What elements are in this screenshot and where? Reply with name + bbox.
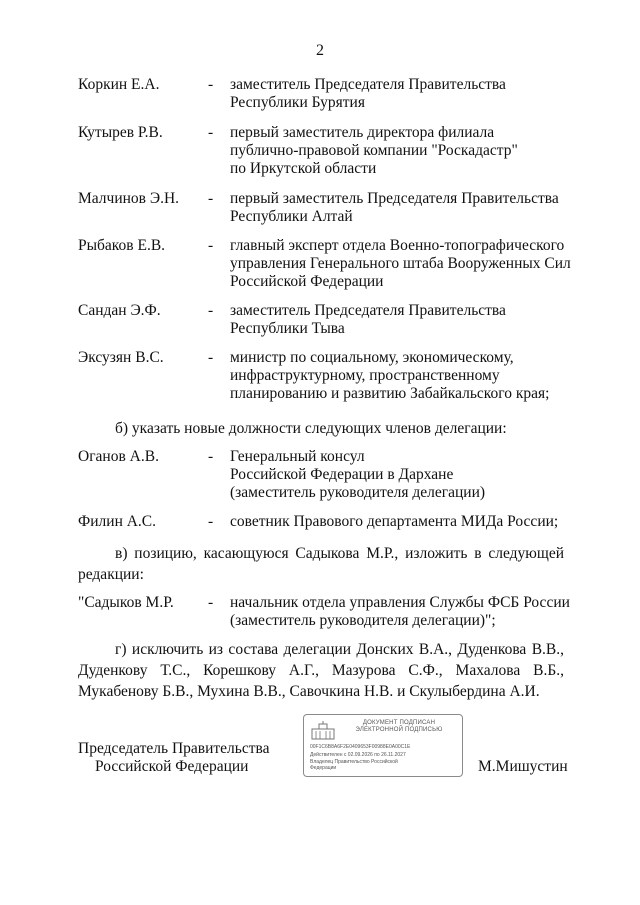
- dash: -: [208, 237, 214, 254]
- stamp-title: ДОКУМЕНТ ПОДПИСАН ЭЛЕКТРОННОЙ ПОДПИСЬЮ: [355, 720, 443, 733]
- member-position: первый заместитель директора филиала публично-правовой компании "Роскадастр" по Иркутской области: [230, 124, 518, 177]
- dash: -: [208, 513, 214, 530]
- member-name: Малчинов Э.Н.: [78, 190, 180, 207]
- member-position: первый заместитель Председателя Правительства Республики Алтай: [230, 190, 559, 225]
- member-position: заместитель Председателя Правительства Республики Тыва: [230, 302, 506, 337]
- member-position: Генеральный консул Российской Федерации в Дархане (заместитель руководителя делегации): [230, 448, 486, 501]
- dash: -: [208, 76, 214, 93]
- member-position: начальник отдела управления Службы ФСБ России (заместитель руководителя делегации)";: [230, 594, 570, 629]
- dash: -: [208, 124, 214, 141]
- member-position: министр по социальному, экономическому, инфраструктурному, пространственному планированию и развитию Забайкальского края;: [230, 349, 550, 402]
- member-position: главный эксперт отдела Военно-топографического управления Генерального штаба Вооруженных Сил Российской Федерации: [230, 237, 571, 290]
- emblem-icon: [310, 721, 336, 741]
- dash: -: [208, 448, 214, 465]
- signatory-name: М.Мишустин: [478, 758, 568, 775]
- dash: -: [208, 594, 214, 611]
- member-position: советник Правового департамента МИДа России;: [230, 513, 559, 530]
- dash: -: [208, 302, 214, 319]
- dash: -: [208, 190, 214, 207]
- member-name: Оганов А.В.: [78, 448, 159, 465]
- paragraph-v: в) позицию, касающуюся Садыкова М.Р., изложить в следующей редакции:: [78, 545, 564, 583]
- member-name: Сандан Э.Ф.: [78, 302, 161, 319]
- member-position: заместитель Председателя Правительства Республики Бурятия: [230, 76, 506, 111]
- stamp-owner: Владелец Правительство Российской: [310, 759, 398, 765]
- member-name: "Садыков М.Р.: [78, 594, 174, 611]
- stamp-certificate: 00F1C6B8A6F2E0409653F00988E0A00C1E: [310, 744, 411, 750]
- member-name: Эксузян В.С.: [78, 349, 164, 366]
- signatory-position: Председатель Правительства Российской Федерации: [78, 740, 270, 775]
- stamp-valid: Действителен с 02.09.2026 по 26.11.2027: [310, 752, 406, 758]
- stamp-owner-cont: Федерации: [310, 765, 337, 771]
- paragraph-b: б) указать новые должности следующих членов делегации:: [115, 420, 507, 437]
- member-name: Филин А.С.: [78, 513, 157, 530]
- member-name: Кутырев Р.В.: [78, 124, 163, 141]
- e-signature-stamp: [303, 714, 463, 777]
- paragraph-g: г) исключить из состава делегации Донских В.А., Дуденкова В.В., Дуденкову Т.С., Корешкову А.Г., Мазурова С.Ф., Махалова В.Б., Мукабенову Б.В., Мухина В.В., Савочкина Н.В. и Скулыбердина А.И.: [78, 641, 564, 700]
- page-number: 2: [316, 42, 324, 59]
- member-name: Рыбаков Е.В.: [78, 237, 166, 254]
- dash: -: [208, 349, 214, 366]
- member-name: Коркин Е.А.: [78, 76, 160, 93]
